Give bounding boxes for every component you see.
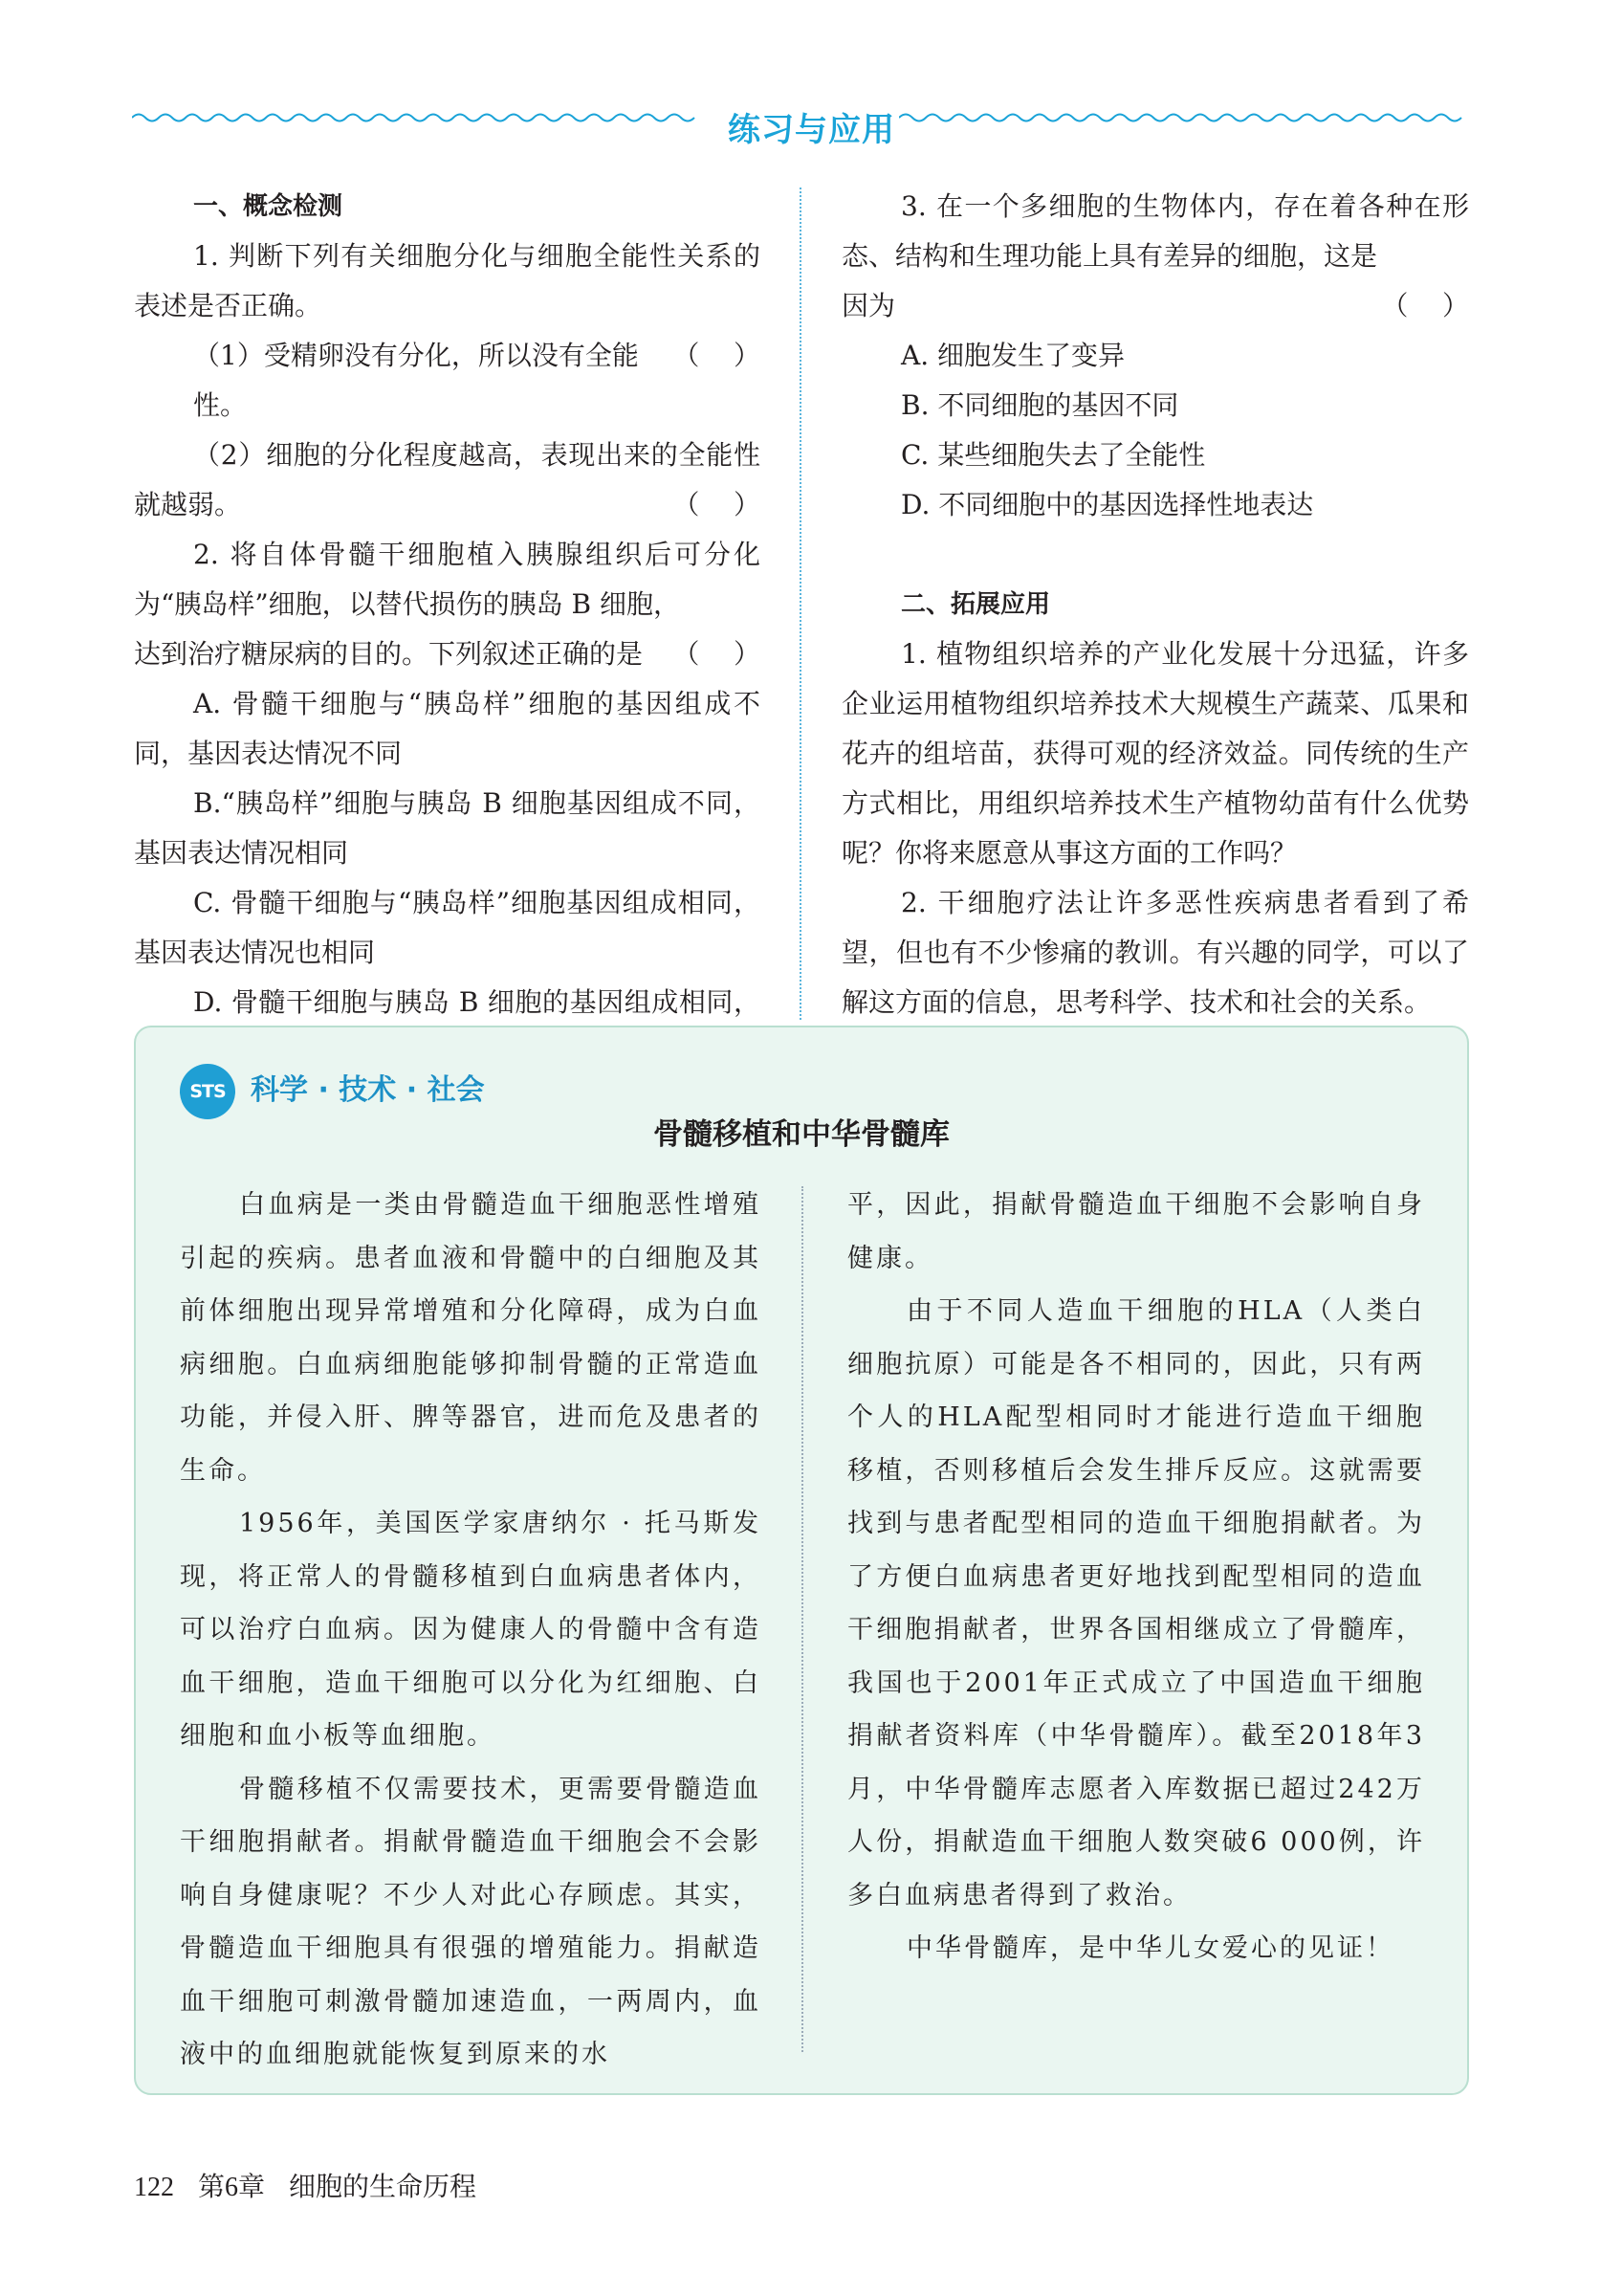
sts-article-title: 骨髓移植和中华骨髓库 [653,1117,950,1152]
question-3-option-b[interactable]: B. 不同细胞的基因不同 [901,389,1179,421]
sts-paragraph-5: 中华骨髓库，是中华儿女爱心的见证！ [907,1933,1394,1963]
question-3-stem: 3. 在一个多细胞的生物体内，存在着各种在形态、结构和生理功能上具有差异的细胞，这是 [842,190,1469,272]
section2-heading: 二、拓展应用 [901,590,1051,619]
question-3-option-c[interactable]: C. 某些细胞失去了全能性 [901,439,1206,471]
answer-blank[interactable]: （ ） [1381,290,1469,321]
question-2-stem: 2. 将自体骨髓干细胞植入胰腺组织后可分化为“胰岛样”细胞，以替代损伤的胰岛 B 细胞， [134,539,760,620]
sts-paragraph-4: 由于不同人造血干细胞的HLA（人类白细胞抗原）可能是各不相同的，因此，只有两个人的HLA配型相同时才能进行造血干细胞移植，否则移植后会发生排斥反应。这就需要找到与患者配型相同的造血干细胞捐献者。为了方便白血病患者更好地找到配型相同的造血干细胞捐献者，世界各国相继成立了骨髓库，我国也于2001年正式成立了中国造血干细胞捐献者资料库（中华骨髓库）。截至2018年3月，中华骨髓库志愿者入库数据已超过242万人份，捐献造血干细胞人数突破6 000例，许多白血病患者得到了救治。 [847,1296,1425,1910]
answer-blank[interactable]: （ ） [672,638,760,670]
exercise-column-right [842,182,1469,1027]
sts-paragraph-2: 1956年，美国医学家唐纳尔 · 托马斯发现，将正常人的骨髓移植到白血病患者体内，可以治疗白血病。因为健康人的骨髓中含有造血干细胞，造血干细胞可以分化为红细胞、白细胞和血小板等血细胞。 [180,1509,761,1751]
extension-question-1: 1. 植物组织培养的产业化发展十分迅猛，许多企业运用植物组织培养技术大规模生产蔬菜、瓜果和花卉的组培苗，获得可观的经济效益。同传统的生产方式相比，用组织培养技术生产植物幼苗有什么优势呢？你将来愿意从事这方面的工作吗？ [842,638,1469,869]
sts-paragraph-1: 白血病是一类由骨髓造血干细胞恶性增殖引起的疾病。患者血液和骨髓中的白细胞及其前体细胞出现异常增殖和分化障碍，成为白血病细胞。白血病细胞能够抑制骨髓的正常造血功能，并侵入肝、脾等器官，进而危及患者的生命。 [180,1190,761,1486]
sts-column-divider [801,1186,803,2052]
question-2-option-a[interactable]: A. 骨髓干细胞与“胰岛样”细胞的基因组成不同，基因表达情况不同 [134,688,760,769]
question-1-statement-2 [134,430,760,530]
question-3-option-a[interactable]: A. 细胞发生了变异 [901,340,1126,371]
answer-blank[interactable]: （ ） [672,340,760,371]
question-2-option-d[interactable]: D. 骨髓干细胞与胰岛 B 细胞的基因组成相同， [193,986,760,1018]
spacer [842,530,1469,580]
stem-text: 因为 [842,290,896,321]
question-2-stem-end [134,629,760,679]
question-1-statement-1 [134,331,760,430]
chapter-number: 第6章 [198,2173,266,2202]
sts-paragraph-3: 骨髓移植不仅需要技术，更需要骨髓造血干细胞捐献者。捐献骨髓造血干细胞会不会影响自身健康呢？不少人对此心存顾虑。其实，骨髓造血干细胞具有很强的增殖能力。捐献造血干细胞可刺激骨髓加速造血，一两周内，血液中的血细胞就能恢复到原来的水 [180,1774,761,2069]
answer-blank[interactable]: （ ） [672,489,760,520]
statement-text: （1）受精卵没有分化，所以没有全能性。 [193,340,639,421]
exercise-column-left [134,182,760,1077]
question-1-stem: 1. 判断下列有关细胞分化与细胞全能性关系的表述是否正确。 [134,240,760,321]
sts-logo-icon: STS [180,1064,235,1119]
question-3-option-d[interactable]: D. 不同细胞中的基因选择性地表达 [901,489,1314,520]
sts-label: 科学 · 技术 · 社会 [251,1073,485,1107]
section-title: 练习与应用 [728,111,895,149]
stem-text: 达到治疗糖尿病的目的。下列叙述正确的是 [134,638,644,670]
question-3-stem-end [842,281,1469,331]
extension-question-2: 2. 干细胞疗法让许多恶性疾病患者看到了希望，但也有不少惨痛的教训。有兴趣的同学，可以了解这方面的信息，思考科学、技术和社会的关系。 [842,887,1469,1018]
question-2-option-b[interactable]: B.“胰岛样”细胞与胰岛 B 细胞基因组成不同，基因表达情况相同 [134,787,760,869]
section1-heading: 一、概念检测 [193,192,343,221]
chapter-title: 细胞的生命历程 [289,2173,477,2202]
statement-text: （2）细胞的分化程度越高，表现出来的全能性就越弱。 [134,439,760,520]
sts-paragraph-3-continued: 平，因此，捐献骨髓造血干细胞不会影响自身健康。 [847,1190,1425,1273]
sts-column-right [847,1179,1425,1976]
page-footer [134,2166,493,2204]
page-number: 122 [134,2173,174,2202]
sts-column-left [180,1179,761,2082]
question-2-option-c[interactable]: C. 骨髓干细胞与“胰岛样”细胞基因组成相同，基因表达情况也相同 [134,887,760,968]
header-wave-right [899,111,1473,124]
column-divider [800,188,801,1020]
